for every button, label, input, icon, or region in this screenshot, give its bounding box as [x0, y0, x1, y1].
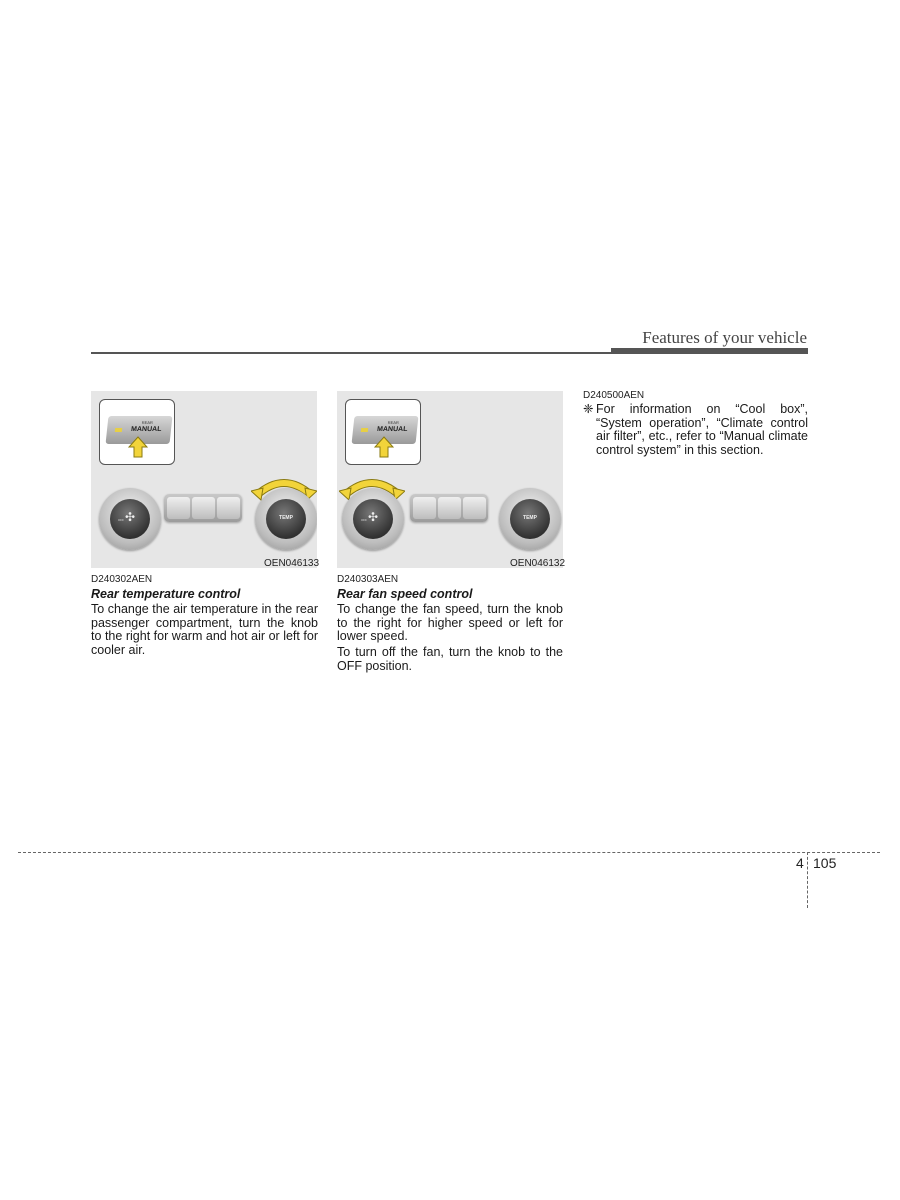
section-title: Features of your vehicle	[642, 328, 807, 347]
inset-small-label: REAR	[387, 420, 400, 425]
mode-button-bilevel	[192, 497, 215, 519]
figure-code: OEN046132	[510, 558, 566, 569]
note-symbol: ❈	[583, 402, 594, 416]
indicator-light	[361, 428, 368, 432]
footer-divider	[807, 852, 808, 908]
footer-rule	[18, 852, 880, 853]
figure-code: OEN046133	[264, 558, 320, 569]
section-code: D240500AEN	[583, 390, 645, 401]
temperature-knob	[499, 488, 561, 550]
note-paragraph: For information on “Cool box”, “System operation”, “Climate control air filter”, etc., refer to “Manual climate control system” in this section.	[596, 402, 808, 457]
up-arrow-icon	[374, 436, 394, 458]
mode-button-bilevel	[438, 497, 461, 519]
body-paragraph: To change the fan speed, turn the knob to the right for higher speed or left for lower speed.	[337, 602, 563, 643]
header-rule-accent	[611, 348, 808, 353]
mode-buttons	[164, 494, 242, 522]
section-heading: Rear temperature control	[91, 587, 241, 601]
body-paragraph: To turn off the fan, turn the knob to the OFF position.	[337, 645, 563, 673]
inset-button-label: MANUAL	[376, 426, 408, 433]
up-arrow-icon	[128, 436, 148, 458]
indicator-light	[115, 428, 122, 432]
manual-button-inset	[99, 399, 175, 465]
inset-small-label: REAR	[141, 420, 154, 425]
section-code: D240302AEN	[91, 574, 153, 585]
mode-button-face	[413, 497, 436, 519]
fan-speed-knob	[342, 488, 404, 550]
figure-rear-temperature	[91, 391, 320, 569]
knob-temp-label: TEMP	[279, 515, 293, 521]
chapter-number: 4	[796, 855, 804, 871]
section-heading: Rear fan speed control	[337, 587, 473, 601]
manual-button-inset	[345, 399, 421, 465]
fan-icon: ✣	[368, 510, 379, 524]
fan-speed-knob	[99, 488, 161, 550]
fan-icon: ✣	[125, 510, 136, 524]
temperature-knob	[255, 488, 317, 550]
body-paragraph: To change the air temperature in the rear passenger compartment, turn the knob to the right for warm and hot air or left for cooler air.	[91, 602, 318, 657]
knob-off-label: OFF	[118, 518, 124, 522]
mode-button-floor	[463, 497, 486, 519]
inset-button-label: MANUAL	[130, 426, 162, 433]
figure-rear-fan-speed	[337, 391, 566, 569]
page-number: 105	[813, 855, 837, 871]
knob-off-label: OFF	[361, 518, 367, 522]
section-code: D240303AEN	[337, 574, 399, 585]
mode-button-face	[167, 497, 190, 519]
knob-temp-label: TEMP	[523, 515, 537, 521]
mode-button-floor	[217, 497, 240, 519]
mode-buttons	[410, 494, 488, 522]
